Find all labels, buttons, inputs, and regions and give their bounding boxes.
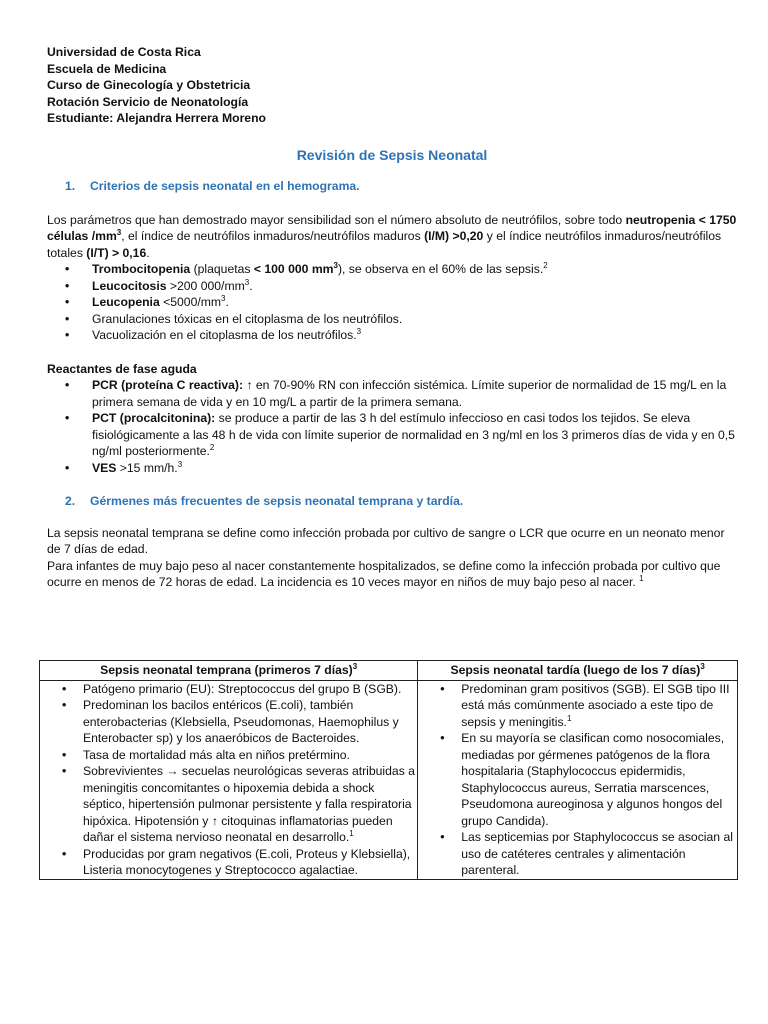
reference-superscript: 3 — [356, 327, 362, 336]
list-item — [418, 681, 737, 731]
list-item — [47, 327, 737, 344]
text-run: >200 000/mm — [166, 278, 245, 293]
university-line: Universidad de Costa Rica — [47, 45, 201, 59]
rotation-line: Rotación Servicio de Neonatología — [47, 94, 249, 109]
text-run: ↑ en 70-90% RN con infección sistémica. Límite superior de normalidad de 15 mg/L en la primera semana de vida y en 10 mg/L a partir de la primera semana. — [92, 378, 727, 409]
text-run-bold: Leucopenia — [92, 295, 160, 309]
reactants-list — [47, 377, 737, 476]
early-sepsis-definition: La sepsis neonatal temprana se define como infección probada por cultivo de sangre o LCR que ocurre en un neonato menor de 7 días de edad. — [47, 525, 725, 556]
reference-superscript: 3 — [700, 662, 705, 671]
text-run: Predominan gram positivos (SGB). El SGB tipo III está más comúnmente asociado a este tipo de sepsis y meningitis. — [461, 681, 730, 729]
school-line: Escuela de Medicina — [47, 61, 167, 76]
table-header-row — [40, 661, 738, 681]
list-item: • Predominan los bacilos entéricos (E.coli), también enterobacterias (Klebsiella, Pseudomonas, Haemophilus y Enterobacter sp) y los anaeróbicos de Bacteroides. — [40, 697, 417, 747]
list-item — [47, 377, 737, 410]
text-run: Sobrevivientes → secuelas neurológicas severas atribuidas a meningitis concomitantes o hipoxemia debida a shock séptico, hipertensión pulmonar persistente y falla respiratoria hipóxica. Hipotensión y ↑ citoquinas inflamatorias pueden dañar el sistema nervioso neonatal en desarrollo. — [83, 764, 415, 844]
text-run-bold: < 100 000 mm — [253, 262, 334, 276]
reference-superscript: 1 — [349, 829, 354, 838]
course-line: Curso de Ginecología y Obstetricia — [47, 78, 251, 92]
reference-superscript: 3 — [352, 662, 358, 671]
document-header — [47, 44, 737, 127]
text-run-bold: Leucocitosis — [92, 278, 167, 293]
reference-superscript: 1 — [639, 574, 644, 583]
section-1-title: Criterios de sepsis neonatal en el hemograma. — [90, 179, 360, 193]
text-run: . — [146, 245, 150, 260]
list-item — [47, 311, 737, 328]
section-1-heading — [65, 178, 737, 195]
text-run: Para infantes de muy bajo peso al nacer constantemente hospitalizados, se define como la infección probada por cultivo que ocurre en menos de 72 horas de edad. La incidencia es 10 veces mayor en niños de muy bajo peso al nacer. — [47, 558, 721, 589]
student-line: Estudiante: Alejandra Herrera Moreno — [47, 111, 266, 125]
section-2-number: 2. — [65, 494, 76, 508]
late-sepsis-definition — [47, 558, 737, 591]
sepsis-comparison-table — [39, 660, 738, 880]
late-sepsis-header — [418, 661, 738, 681]
text-run: Vacuolización en el citoplasma de los neutrófilos. — [92, 328, 357, 342]
hemogram-criteria-list — [47, 261, 737, 344]
section-2-title: Gérmenes más frecuentes de sepsis neonatal temprana y tardía. — [90, 494, 464, 508]
text-run: ), se observa en el 60% de las sepsis. — [337, 262, 544, 276]
early-sepsis-cell — [40, 680, 418, 879]
page-title: Revisión de Sepsis Neonatal — [296, 146, 488, 163]
early-sepsis-list — [40, 681, 417, 879]
text-run: (plaquetas — [190, 262, 254, 276]
text-run: , el índice de neutrófilos inmaduros/neutrófilos maduros — [121, 229, 425, 243]
reactants-heading: Reactantes de fase aguda — [47, 361, 197, 376]
document-page — [47, 44, 737, 591]
section-1-number: 1. — [65, 179, 76, 193]
superscript: 3 — [244, 277, 250, 287]
early-sepsis-header — [40, 661, 418, 681]
late-sepsis-cell — [418, 680, 738, 879]
text-run-bold: Trombocitopenia — [92, 262, 191, 276]
text-run-bold: PCT (procalcitonina): — [92, 411, 216, 425]
header-text: Sepsis neonatal temprana (primeros 7 días) — [100, 663, 353, 677]
list-item — [47, 294, 737, 311]
reference-superscript: 3 — [177, 459, 183, 469]
list-item: • Tasa de mortalidad más alta en niños pretérmino. — [40, 747, 417, 764]
reference-superscript: 1 — [566, 713, 572, 723]
text-run: . — [249, 278, 253, 293]
text-run: >15 mm/h. — [116, 460, 178, 475]
list-item: • Las septicemias por Staphylococcus se asocian al uso de catéteres centrales y alimentación parenteral. — [418, 829, 737, 879]
superscript: 3 — [221, 294, 226, 303]
list-item — [47, 278, 737, 295]
text-run-bold: (I/M) >0,20 — [424, 229, 484, 243]
hemogram-paragraph — [47, 212, 737, 262]
list-item — [47, 460, 737, 477]
list-item — [40, 763, 417, 846]
reference-superscript: 2 — [543, 261, 548, 270]
text-run-bold: (I/T) > 0,16 — [86, 245, 147, 260]
superscript: 3 — [333, 261, 338, 270]
list-item: • Patógeno primario (EU): Streptococcus del grupo B (SGB). — [40, 681, 417, 698]
late-sepsis-list — [418, 681, 737, 879]
text-run: Los parámetros que han demostrado mayor sensibilidad son el número absoluto de neutrófilos, sobre todo — [47, 212, 626, 227]
list-item: • Producidas por gram negativos (E.coli, Proteus y Klebsiella), Listeria monocytogenes y Streptococco agalactiae. — [40, 846, 417, 879]
text-run: <5000/mm — [159, 295, 222, 309]
text-run: Granulaciones tóxicas en el citoplasma de los neutrófilos. — [92, 311, 403, 326]
text-run-bold: PCR (proteína C reactiva): — [92, 378, 244, 392]
text-run: se produce a partir de las 3 h del estímulo infeccioso en casi todos los tejidos. Se eleva fisiológicamente a las 48 h de vida con límite superior de normalidad en 3 ng/ml en los 3 primeros días de vida y en 0,5 ng/ml posteriormente. — [92, 411, 735, 458]
reference-superscript: 2 — [209, 443, 215, 452]
list-item: • En su mayoría se clasifican como nosocomiales, mediadas por gérmenes patógenos de la flora hospitalaria (Staphylococcus epidermidis, Staphylococcus aureus, Serratia marscences, Pseudomona aureoginosa y algunos hongos del grupo Candida). — [418, 730, 737, 829]
header-text: Sepsis neonatal tardía (luego de los 7 días) — [450, 663, 701, 677]
text-run-bold: VES — [92, 460, 117, 475]
table-row — [40, 680, 738, 879]
text-run: . — [225, 295, 229, 309]
text-run: y el índice neutrófilos inmaduros/neutrófilos totales — [47, 229, 722, 260]
section-2-heading — [65, 493, 737, 510]
list-item — [47, 261, 737, 278]
text-run-bold: neutropenia < 1750 células /mm — [47, 212, 737, 243]
superscript: 3 — [116, 228, 122, 237]
list-item — [47, 410, 737, 460]
